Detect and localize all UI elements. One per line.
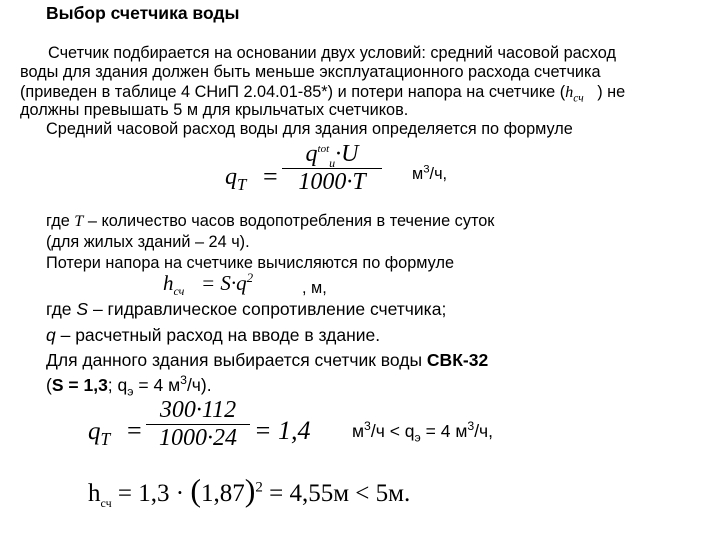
formula4-result: = 4,55м < 5м. xyxy=(262,480,411,507)
formula3-numerator: 300·112 xyxy=(159,397,237,423)
head-loss-symbol: $h_{сч}$ xyxy=(565,82,584,105)
formula2-unit: , м, xyxy=(302,279,327,297)
formula3-result: = 1,4 xyxy=(254,416,311,445)
formula4-multiplier: = 1,3 · xyxy=(111,480,191,507)
formula1-fraction xyxy=(282,141,382,196)
where-T-line-2: (для жилых зданий – 24 ч). xyxy=(46,233,250,251)
where-q-line: q – расчетный расход на вводе в здание. xyxy=(46,325,381,345)
formula1-numerator: $q^{tot}_u\cdot U$ xyxy=(305,141,359,170)
formula2-rhs: = $S\cdot q^2$ xyxy=(201,270,254,295)
intro-line-1: Счетчик подбирается на основании двух условий: средний часовой расход xyxy=(48,44,616,62)
where-T-line-1: где T – количество часов водопотребления в течение суток xyxy=(46,211,495,230)
intro-line-3 xyxy=(20,82,626,105)
formula4-lhs: $h_{сч}$ xyxy=(88,480,112,510)
formula-head-loss-calc: $h_{сч} = 1,3 \cdot (1,87)^2 = 4,55м < 5м$. xyxy=(88,472,411,510)
formula2-lhs: $h_{сч}$ xyxy=(163,271,185,299)
formula4-base: 1,87 xyxy=(200,480,245,507)
intro-line-4: должны превышать 5 м для крыльчатых счетчиков. xyxy=(20,101,409,119)
formula1-unit: $м^3/ч$, xyxy=(412,163,448,183)
formula1-denominator: 1000·T xyxy=(298,169,366,195)
formula3-denominator: 1000·24 xyxy=(159,425,237,451)
meter-model: СВК-32 xyxy=(426,350,489,370)
where-S-line: где S – гидравлическое сопротивление счетчика; xyxy=(46,299,447,319)
page-title: Выбор счетчика воды xyxy=(46,3,240,23)
formula3-equals: = xyxy=(127,416,142,445)
meter-choice-line: Для данного здания выбирается счетчик воды СВК-32 xyxy=(46,350,489,370)
intro-line-2: воды для здания должен быть меньше эксплуатационного расхода счетчика xyxy=(20,63,601,81)
formula4-exponent: 2 xyxy=(255,479,263,496)
avg-flow-line: Средний часовой расход воды для здания определяется по формуле xyxy=(46,120,573,138)
formula1-equals: = xyxy=(263,162,278,191)
formula3-fraction xyxy=(146,397,250,452)
formula3-lhs: $q_T$ xyxy=(88,418,111,449)
head-loss-line: Потери напора на счетчике вычисляются по формуле xyxy=(46,254,455,272)
intro-line-3-text: (приведен в таблице 4 СНиП 2.04.01-85*) и потери напора на счетчике ( xyxy=(20,83,566,101)
formula1-lhs: $q_T$ xyxy=(225,164,247,194)
meter-params-line: (S = 1,3; $q_э = 4$ $м^3/ч$). xyxy=(46,373,212,399)
intro-line-3-tail: ) не xyxy=(597,83,626,101)
formula3-comparison: $м^3/ч < q_э = 4$ $м^3/ч$, xyxy=(352,419,494,445)
